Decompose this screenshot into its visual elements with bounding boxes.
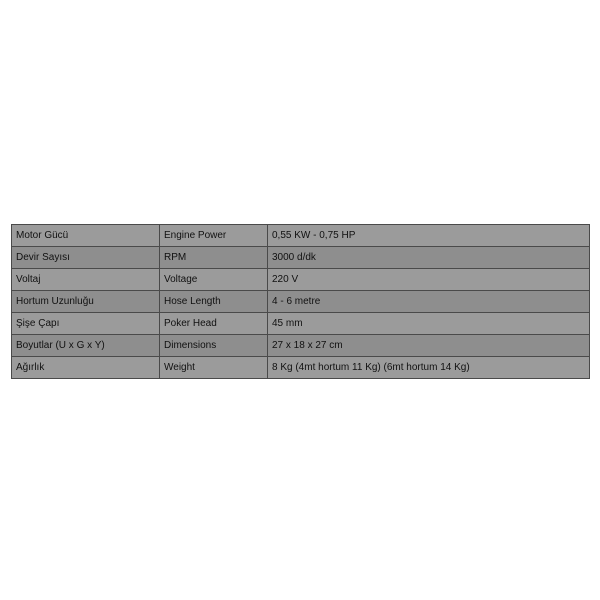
value-cell: 3000 d/dk [268,247,590,269]
table-row [12,357,590,379]
table-row [12,335,590,357]
label-en: Engine Power [160,225,268,247]
label-tr: Şişe Çapı [12,313,160,335]
table-row [12,269,590,291]
table-row [12,291,590,313]
label-tr: Voltaj [12,269,160,291]
table-row [12,313,590,335]
table-row [12,247,590,269]
label-en: RPM [160,247,268,269]
spec-table [11,224,590,379]
table-row [12,225,590,247]
label-tr: Motor Gücü [12,225,160,247]
label-tr: Boyutlar (U x G x Y) [12,335,160,357]
value-cell: 8 Kg (4mt hortum 11 Kg) (6mt hortum 14 Kg) [268,357,590,379]
label-tr: Hortum Uzunluğu [12,291,160,313]
value-cell: 0,55 KW - 0,75 HP [268,225,590,247]
label-en: Dimensions [160,335,268,357]
label-en: Voltage [160,269,268,291]
label-en: Hose Length [160,291,268,313]
label-tr: Ağırlık [12,357,160,379]
label-tr: Devir Sayısı [12,247,160,269]
value-cell: 220 V [268,269,590,291]
label-en: Poker Head [160,313,268,335]
value-cell: 45 mm [268,313,590,335]
label-en: Weight [160,357,268,379]
value-cell: 27 x 18 x 27 cm [268,335,590,357]
value-cell: 4 - 6 metre [268,291,590,313]
